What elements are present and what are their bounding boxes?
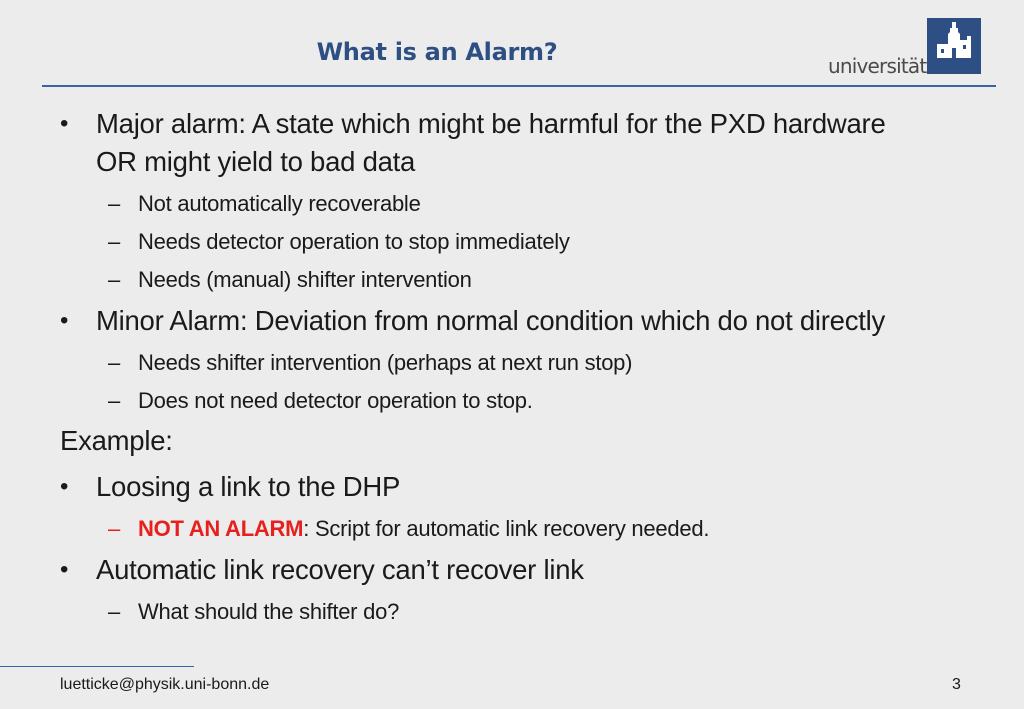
not-an-alarm-label: NOT AN ALARM <box>138 516 304 541</box>
dash-marker: – <box>108 229 121 254</box>
dash-marker: – <box>108 599 121 624</box>
bullet-marker: • <box>60 473 69 500</box>
not-an-alarm-text: : Script for automatic link recovery needed. <box>303 516 710 541</box>
sub-bullet-manual-intervention: Needs (manual) shifter intervention <box>138 267 472 292</box>
dash-marker: – <box>108 516 121 541</box>
title-divider <box>42 85 996 87</box>
university-logo <box>828 16 988 76</box>
bullet-cant-recover: Automatic link recovery can’t recover link <box>96 554 584 585</box>
logo-wordmark: universität <box>828 54 927 78</box>
bullet-marker: • <box>60 110 69 137</box>
dash-marker: – <box>108 388 121 413</box>
sub-bullet-not-recoverable: Not automatically recoverable <box>138 191 421 216</box>
page-number: 3 <box>952 676 961 693</box>
example-heading: Example: <box>60 425 173 456</box>
sub-bullet-stop-immediately: Needs detector operation to stop immediately <box>138 229 570 254</box>
dash-marker: – <box>108 191 121 216</box>
bullet-major-alarm-continued: OR might yield to bad data <box>96 146 416 177</box>
bullet-losing-link: Loosing a link to the DHP <box>96 471 401 502</box>
footer-divider <box>0 666 194 667</box>
slide-title: What is an Alarm? <box>316 38 558 66</box>
dash-marker: – <box>108 350 121 375</box>
bullet-minor-alarm: Minor Alarm: Deviation from normal condition which do not directly <box>96 305 885 336</box>
university-building-icon <box>927 18 981 74</box>
sub-bullet-not-an-alarm <box>138 516 709 542</box>
sub-bullet-shifter-question: What should the shifter do? <box>138 599 400 624</box>
sub-bullet-shifter-intervention: Needs shifter intervention (perhaps at next run stop) <box>138 350 633 375</box>
bullet-major-alarm: Major alarm: A state which might be harmful for the PXD hardware <box>96 108 886 139</box>
bullet-marker: • <box>60 307 69 334</box>
dash-marker: – <box>108 267 121 292</box>
sub-bullet-no-stop: Does not need detector operation to stop. <box>138 388 533 413</box>
footer-email: luetticke@physik.uni-bonn.de <box>60 676 270 693</box>
bullet-marker: • <box>60 556 69 583</box>
